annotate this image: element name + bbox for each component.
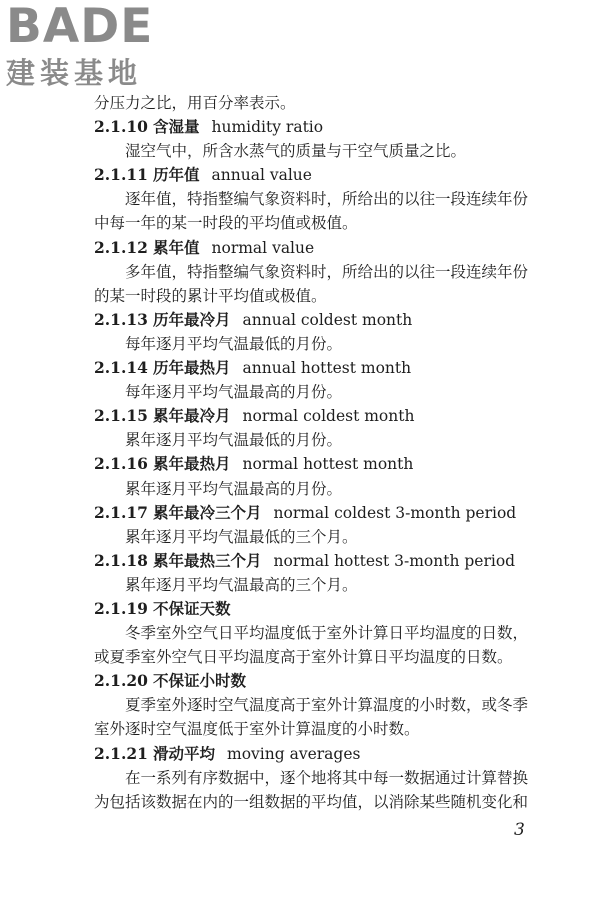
term-number: 2.1.12 xyxy=(94,237,148,257)
continuation-line: 中每一年的某一时段的平均值或极值。 xyxy=(94,214,358,233)
term-heading xyxy=(94,308,550,332)
definition-line: 多年值，特指整编气象资料时，所给出的以往一段连续年份 xyxy=(125,262,529,281)
term-english: normal hottest month xyxy=(242,455,414,474)
term-chinese: 含湿量 xyxy=(153,117,200,137)
term-chinese: 不保证小时数 xyxy=(153,671,247,691)
term-number: 2.1.16 xyxy=(94,454,148,474)
term-number: 2.1.19 xyxy=(94,598,148,618)
term-number: 2.1.14 xyxy=(94,358,148,378)
definition-line: 累年逐月平均气温最高的三个月。 xyxy=(125,575,358,594)
term-english: normal coldest month xyxy=(242,407,415,426)
term-chinese: 累年最冷三个月 xyxy=(153,502,262,522)
term-heading xyxy=(94,742,550,766)
definition-line: 冬季室外空气日平均温度低于室外计算日平均温度的日数， xyxy=(125,624,529,643)
term-english: annual value xyxy=(211,166,312,185)
term-number: 2.1.10 xyxy=(94,117,148,137)
definition-line: 湿空气中，所含水蒸气的质量与干空气质量之比。 xyxy=(125,142,467,161)
term-chinese: 历年值 xyxy=(153,165,200,185)
term-number: 2.1.17 xyxy=(94,502,148,522)
document-body xyxy=(94,91,550,814)
term-heading xyxy=(94,356,550,380)
term-number: 2.1.13 xyxy=(94,309,148,329)
logo-brand-text: BADE xyxy=(6,0,154,54)
term-heading xyxy=(94,115,550,139)
term-english: normal value xyxy=(211,238,315,257)
term-chinese: 累年最热三个月 xyxy=(153,550,262,570)
term-chinese: 历年最热月 xyxy=(153,358,231,378)
continuation-line: 室外逐时空气温度低于室外计算温度的小时数。 xyxy=(94,720,420,739)
continuation-line: 的某一时段的累计平均值或极值。 xyxy=(94,286,327,305)
definition-line: 在一系列有序数据中，逐个地将其中每一数据通过计算替换 xyxy=(125,768,529,787)
continuation-line: 为包括该数据在内的一组数据的平均值，以消除某些随机变化和 xyxy=(94,792,529,811)
term-english: humidity ratio xyxy=(211,118,324,137)
definition-line: 夏季室外逐时空气温度高于室外计算温度的小时数，或冬季 xyxy=(125,696,529,715)
definition-line: 每年逐月平均气温最低的月份。 xyxy=(125,334,343,353)
term-number: 2.1.18 xyxy=(94,550,148,570)
term-chinese: 累年最热月 xyxy=(153,454,231,474)
page-number: 3 xyxy=(514,820,525,840)
term-number: 2.1.21 xyxy=(94,743,148,763)
term-heading xyxy=(94,163,550,187)
term-heading xyxy=(94,236,550,260)
term-chinese: 历年最冷月 xyxy=(153,309,231,329)
term-chinese: 不保证天数 xyxy=(153,598,231,618)
definition-line: 累年逐月平均气温最低的三个月。 xyxy=(125,527,358,546)
logo-subtitle: 建装基地 xyxy=(6,56,143,90)
brand-logo xyxy=(6,2,176,90)
continuation-line: 或夏季室外空气日平均温度高于室外计算日平均温度的日数。 xyxy=(94,648,513,667)
term-chinese: 滑动平均 xyxy=(153,743,216,763)
term-heading xyxy=(94,597,550,621)
term-chinese: 累年最冷月 xyxy=(153,406,231,426)
definition-line: 每年逐月平均气温最高的月份。 xyxy=(125,383,343,402)
term-english: normal hottest 3-month period xyxy=(273,551,516,570)
term-number: 2.1.11 xyxy=(94,165,148,185)
term-heading xyxy=(94,404,550,428)
term-number: 2.1.20 xyxy=(94,671,148,691)
term-english: normal coldest 3-month period xyxy=(273,503,517,522)
term-heading xyxy=(94,501,550,525)
term-english: annual coldest month xyxy=(242,310,413,329)
continuation-line: 分压力之比，用百分率表示。 xyxy=(94,94,296,112)
term-english: annual hottest month xyxy=(242,359,412,378)
definition-line: 累年逐月平均气温最低的月份。 xyxy=(125,431,343,450)
term-heading xyxy=(94,669,550,693)
term-chinese: 累年值 xyxy=(153,237,200,257)
definition-line: 累年逐月平均气温最高的月份。 xyxy=(125,479,343,498)
definition-line: 逐年值，特指整编气象资料时，所给出的以往一段连续年份 xyxy=(125,190,529,209)
term-heading xyxy=(94,452,550,476)
term-heading xyxy=(94,549,550,573)
term-english: moving averages xyxy=(227,744,361,763)
term-number: 2.1.15 xyxy=(94,406,148,426)
